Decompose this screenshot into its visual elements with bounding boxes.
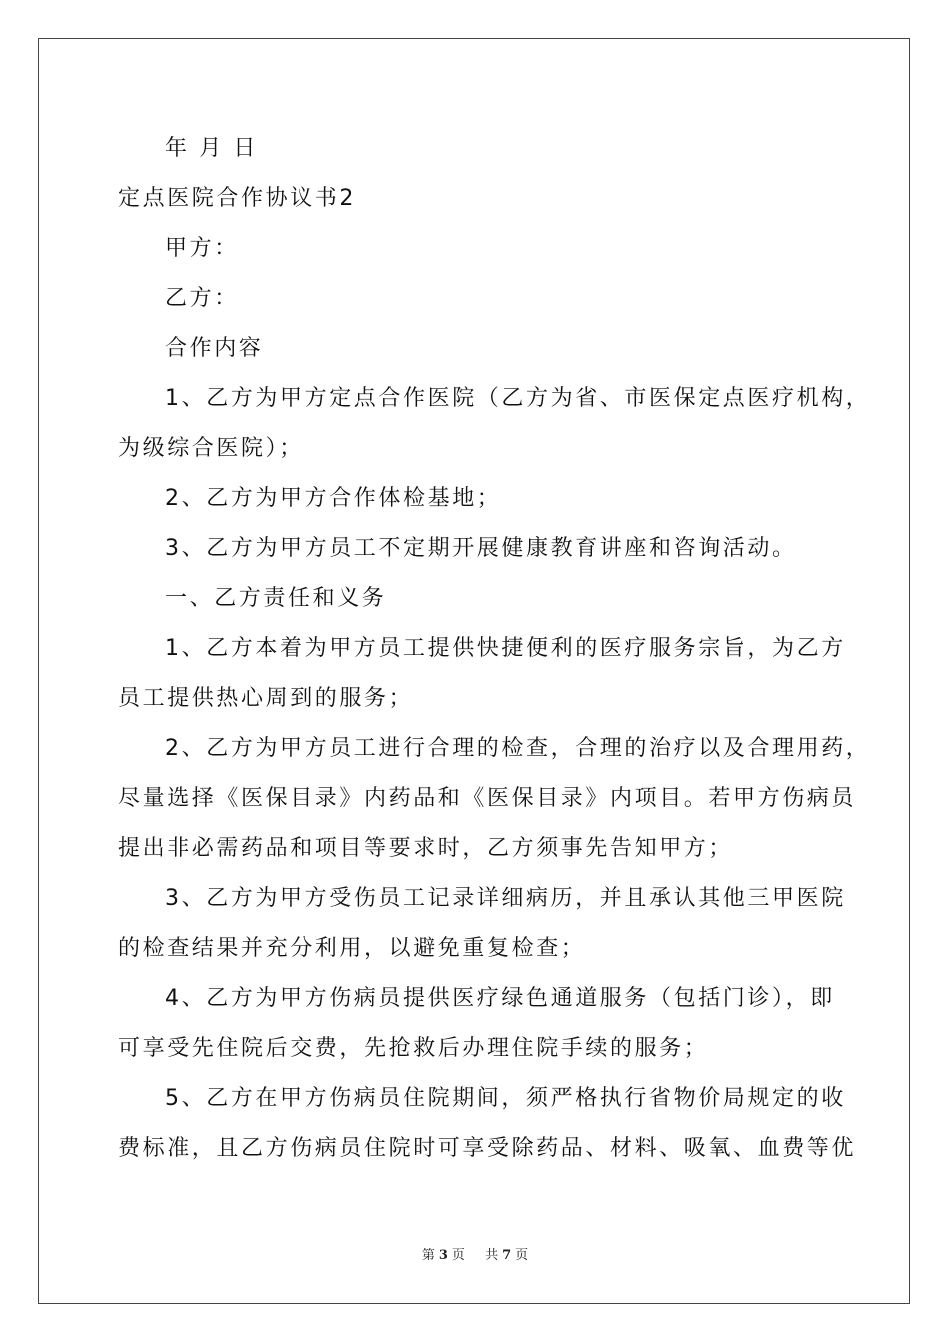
total-indicator — [481, 1248, 532, 1263]
total-suffix: 页 — [515, 1248, 529, 1263]
party-a-line: 甲方： — [165, 236, 239, 261]
document-body — [118, 124, 871, 1174]
page-suffix: 页 — [451, 1248, 465, 1263]
document-title: 定点医院合作协议书2 — [118, 186, 356, 211]
paragraph-line: 3、乙方为甲方受伤员工记录详细病历，并且承认其他三甲医院 — [165, 886, 846, 911]
page-footer — [0, 1244, 950, 1263]
section-heading-duties: 一、乙方责任和义务 — [165, 586, 387, 611]
paragraph-line: 提出非必需药品和项目等要求时，乙方须事先告知甲方； — [118, 836, 734, 861]
total-pages: 7 — [502, 1248, 512, 1263]
paragraph-line: 的检查结果并充分利用，以避免重复检查； — [118, 936, 586, 961]
paragraph-line: 3、乙方为甲方员工不定期开展健康教育讲座和咨询活动。 — [165, 536, 797, 561]
paragraph-line: 4、乙方为甲方伤病员提供医疗绿色通道服务（包括门诊），即 — [165, 986, 835, 1011]
section-heading-cooperation: 合作内容 — [165, 336, 264, 361]
paragraph-line: 2、乙方为甲方合作体检基地； — [165, 486, 502, 511]
page-prefix: 第 — [421, 1248, 435, 1263]
paragraph-line: 员工提供热心周到的服务； — [118, 686, 414, 711]
paragraph-line: 2、乙方为甲方员工进行合理的检查，合理的治疗以及合理用药， — [165, 736, 871, 761]
paragraph-line: 费标准，且乙方伤病员住院时可享受除药品、材料、吸氧、血费等优 — [118, 1136, 857, 1161]
date-line: 年 月 日 — [165, 136, 258, 161]
page-number: 3 — [438, 1248, 448, 1263]
paragraph-line: 可享受先住院后交费，先抢救后办理住院手续的服务； — [118, 1036, 709, 1061]
paragraph-line: 5、乙方在甲方伤病员住院期间，须严格执行省物价局规定的收 — [165, 1086, 846, 1111]
paragraph-line: 1、乙方为甲方定点合作医院（乙方为省、市医保定点医疗机构， — [165, 386, 871, 411]
paragraph-line: 尽量选择《医保目录》内药品和《医保目录》内项目。若甲方伤病员 — [118, 786, 857, 811]
paragraph-line: 1、乙方本着为甲方员工提供快捷便利的医疗服务宗旨，为乙方 — [165, 636, 846, 661]
paragraph-line: 为级综合医院）； — [118, 436, 304, 461]
page-indicator — [418, 1248, 469, 1263]
total-prefix: 共 — [485, 1248, 499, 1263]
party-b-line: 乙方： — [165, 286, 239, 311]
